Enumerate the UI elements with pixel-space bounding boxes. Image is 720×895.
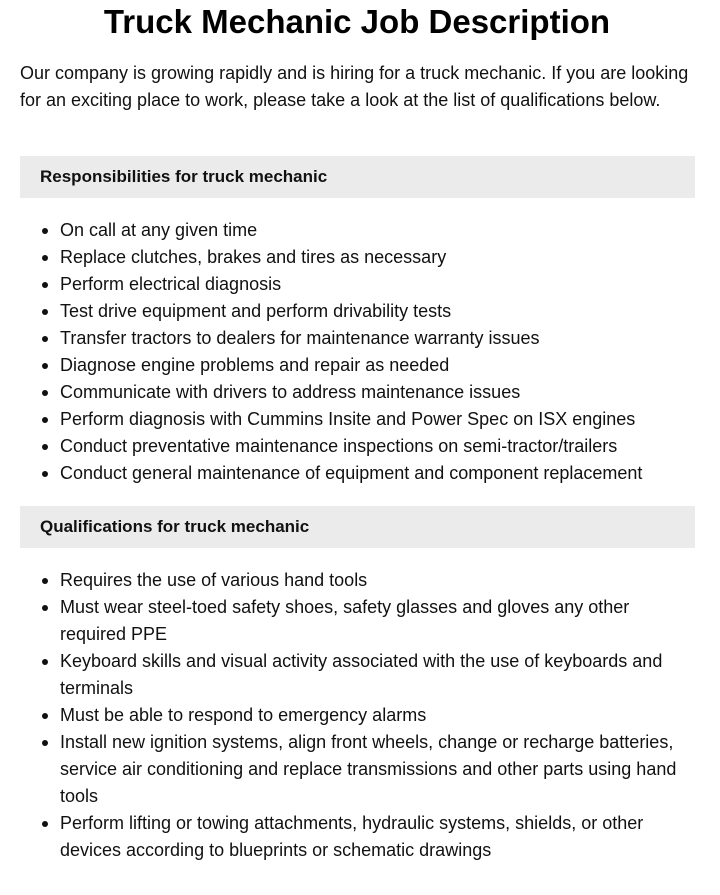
intro-paragraph: Our company is growing rapidly and is hiring for a truck mechanic. If you are looking for an exciting place to work, please take a look at the list of qualifications below. bbox=[20, 63, 689, 110]
list-item: Test drive equipment and perform drivability tests bbox=[60, 298, 700, 325]
list-item: Communicate with drivers to address maintenance issues bbox=[60, 379, 700, 406]
list-item: Install new ignition systems, align front wheels, change or recharge batteries, service air conditioning and replace transmissions and other parts using hand tools bbox=[60, 729, 700, 810]
list-item: Perform diagnosis with Cummins Insite and Power Spec on ISX engines bbox=[60, 406, 700, 433]
list-item: Replace clutches, brakes and tires as necessary bbox=[60, 244, 700, 271]
qualifications-list bbox=[20, 567, 700, 864]
page-title: Truck Mechanic Job Description bbox=[103, 3, 611, 40]
list-item: Must wear steel-toed safety shoes, safety glasses and gloves any other required PPE bbox=[60, 594, 700, 648]
list-item: Requires the use of various hand tools bbox=[60, 567, 700, 594]
list-item: Transfer tractors to dealers for maintenance warranty issues bbox=[60, 325, 700, 352]
list-item: Conduct preventative maintenance inspections on semi-tractor/trailers bbox=[60, 433, 700, 460]
list-item: Perform electrical diagnosis bbox=[60, 271, 700, 298]
list-item: Perform lifting or towing attachments, hydraulic systems, shields, or other devices according to blueprints or schematic drawings bbox=[60, 810, 700, 864]
qualifications-heading: Qualifications for truck mechanic bbox=[20, 506, 695, 548]
responsibilities-list bbox=[20, 217, 700, 487]
list-item: On call at any given time bbox=[60, 217, 700, 244]
list-item: Keyboard skills and visual activity associated with the use of keyboards and terminals bbox=[60, 648, 700, 702]
list-item: Must be able to respond to emergency alarms bbox=[60, 702, 700, 729]
list-item: Diagnose engine problems and repair as needed bbox=[60, 352, 700, 379]
responsibilities-heading: Responsibilities for truck mechanic bbox=[20, 156, 695, 198]
list-item: Conduct general maintenance of equipment and component replacement bbox=[60, 460, 700, 487]
